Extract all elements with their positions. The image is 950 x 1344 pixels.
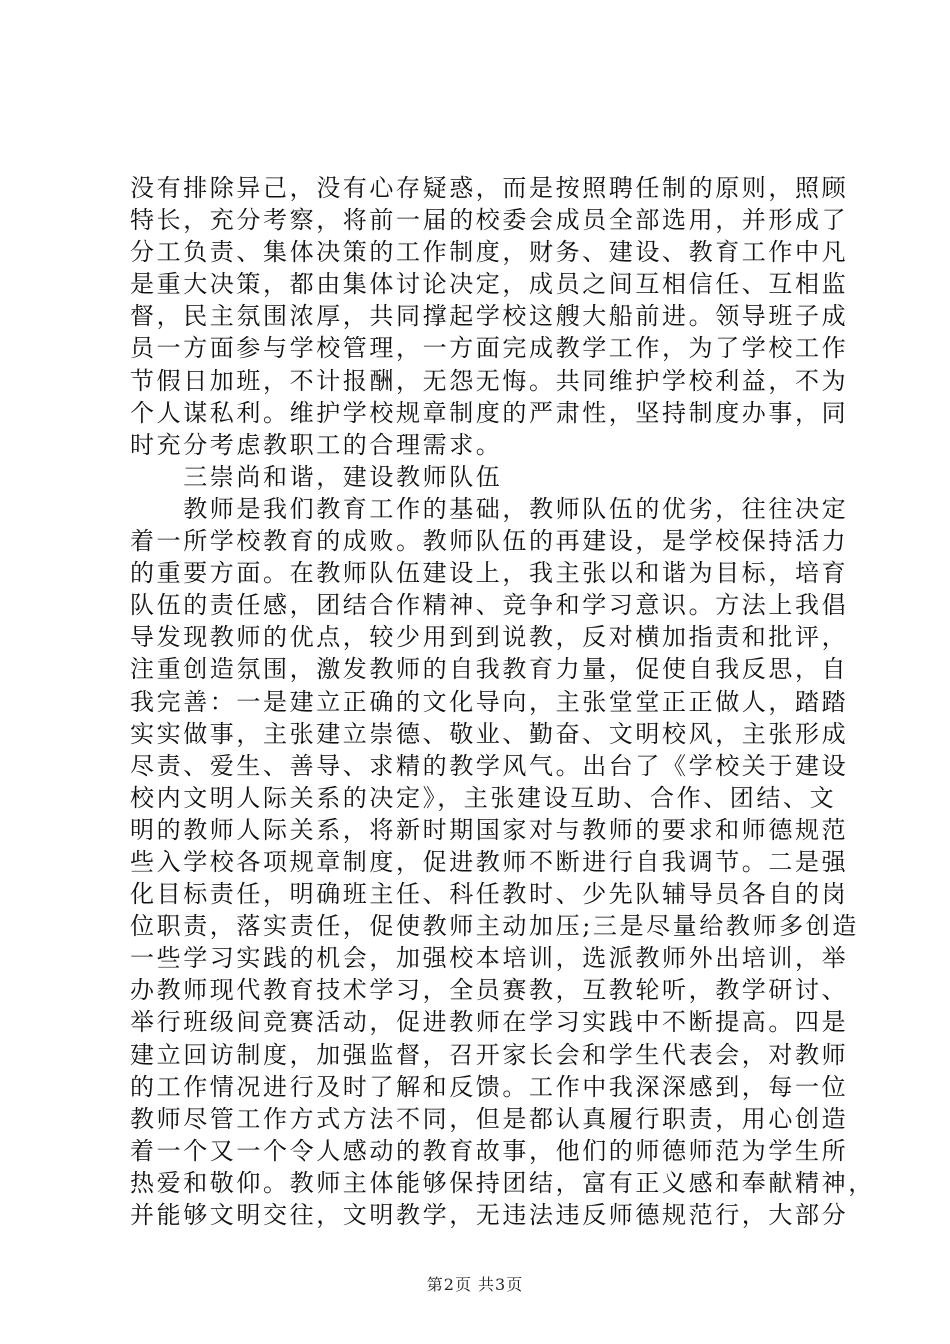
text-line: 是重大决策，都由集体讨论决定，成员之间互相信任、互相监 [130, 270, 849, 299]
text-line: 着一个又一个令人感动的教育故事，他们的师德师范为学生所 [130, 1136, 849, 1165]
text-line: 并能够文明交往，文明教学，无违法违反师德规范行，大部分 [130, 1201, 849, 1229]
text-line: 时充分考虑教职工的合理需求。 [130, 430, 503, 459]
text-line: 校内文明人际关系的决定》，主张建设互助、合作、团结、文 [130, 783, 837, 812]
text-line: 一些学习实践的机会，加强校本培训，选派教师外出培训，举 [130, 944, 849, 973]
text-line: 热爱和敬仰。教师主体能够保持团结，富有正义感和奉献精神， [130, 1168, 875, 1197]
text-line: 没有排除异己，没有心存疑惑，而是按照聘任制的原则，照顾 [130, 174, 849, 202]
text-line: 教师尽管工作方式方法不同，但是都认真履行职责，用心创造 [130, 1104, 849, 1133]
text-line: 督，民主氛围浓厚，共同撑起学校这艘大船前进。领导班子成 [130, 302, 849, 331]
text-line: 尽责、爱生、善导、求精的教学风气。出台了《学校关于建设 [130, 751, 849, 780]
text-line: 办教师现代教育技术学习，全员赛教，互教轮听，教学研讨、 [130, 976, 849, 1005]
text-line: 的工作情况进行及时了解和反馈。工作中我深深感到，每一位 [130, 1072, 849, 1101]
text-line: 明的教师人际关系，将新时期国家对与教师的要求和师德规范 [130, 815, 849, 844]
text-line: 着一所学校教育的成败。教师队伍的再建设，是学校保持活力 [130, 527, 849, 556]
text-line: 建立回访制度，加强监督，召开家长会和学生代表会，对教师 [130, 1040, 849, 1069]
page-number-footer: 第2页 共3页 [426, 1275, 524, 1294]
text-line: 队伍的责任感，团结合作精神、竞争和学习意识。方法上我倡 [130, 591, 849, 620]
text-line: 教师是我们教育工作的基础，教师队伍的优劣，往往决定 [130, 494, 849, 523]
text-line: 些入学校各项规章制度，促进教师不断进行自我调节。二是强 [130, 847, 849, 876]
text-line: 的重要方面。在教师队伍建设上，我主张以和谐为目标，培育 [130, 559, 849, 588]
text-line: 举行班级间竞赛活动，促进教师在学习实践中不断提高。四是 [130, 1008, 849, 1037]
text-line: 注重创造氛围，激发教师的自我教育力量，促使自我反思，自 [130, 655, 849, 684]
text-line: 员一方面参与学校管理，一方面完成教学工作，为了学校工作 [130, 334, 849, 363]
text-line: 位职责，落实责任，促使教师主动加压;三是尽量给教师多创造 [130, 912, 859, 941]
body-text [130, 172, 875, 1231]
text-line: 化目标责任，明确班主任、科任教时、少先队辅导员各自的岗 [130, 880, 849, 909]
text-line: 节假日加班，不计报酬，无怨无悔。共同维护学校利益，不为 [130, 366, 849, 395]
text-line: 我完善：一是建立正确的文化导向，主张堂堂正正做人，踏踏 [130, 687, 849, 716]
text-line: 分工负责、集体决策的工作制度，财务、建设、教育工作中凡 [130, 238, 849, 267]
text-line: 个人谋私利。维护学校规章制度的严肃性，坚持制度办事，同 [130, 398, 849, 427]
text-line: 特长，充分考察，将前一届的校委会成员全部选用，并形成了 [130, 206, 849, 235]
text-line: 实实做事，主张建立崇德、敬业、勤奋、文明校风，主张形成 [130, 719, 849, 748]
text-line: 导发现教师的优点，较少用到到说教，反对横加指责和批评， [130, 623, 849, 652]
section-heading: 三崇尚和谐，建设教师队伍 [130, 462, 503, 491]
